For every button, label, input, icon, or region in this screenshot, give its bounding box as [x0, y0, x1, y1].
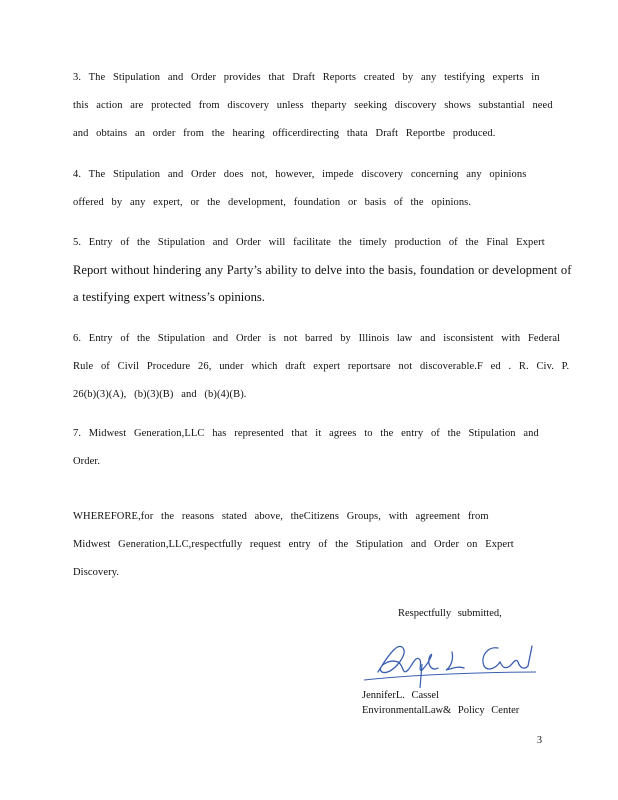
signer-organization: EnvironmentalLaw& Policy Center [362, 705, 520, 716]
paragraph-4-line-1: 4. The Stipulation and Order does not, however, impede discovery concerning any opinions [73, 169, 527, 180]
paragraph-3-line-1: 3. The Stipulation and Order provides that Draft Reports created by any testifying experts in [73, 72, 540, 83]
paragraph-6-line-2: Rule of Civil Procedure 26, under which draft expert reportsare not discoverable.F ed . R. Civ. P. [73, 361, 570, 372]
paragraph-3-line-3: and obtains an order from the hearing officerdirecting thata Draft Reportbe produced. [73, 128, 496, 139]
paragraph-4-line-2: offered by any expert, or the development, foundation or basis of the opinions. [73, 197, 472, 208]
signer-name: JenniferL. Cassel [362, 690, 439, 701]
handwritten-signature [360, 632, 540, 692]
paragraph-5-line-2: Report without hindering any Party’s ability to delve into the basis, foundation or development of [73, 263, 572, 277]
wherefore-line-2: Midwest Generation,LLC,respectfully request entry of the Stipulation and Order on Expert [73, 539, 514, 550]
paragraph-5-line-1: 5. Entry of the Stipulation and Order will facilitate the timely production of the Final Expert [73, 237, 545, 248]
paragraph-7-line-1: 7. Midwest Generation,LLC has represented that it agrees to the entry of the Stipulation and [73, 428, 539, 439]
paragraph-5-line-3: a testifying expert witness’s opinions. [73, 290, 265, 304]
paragraph-7-line-2: Order. [73, 456, 101, 467]
paragraph-6-line-1: 6. Entry of the Stipulation and Order is not barred by Illinois law and isconsistent with Federal [73, 333, 561, 344]
paragraph-6-line-3: 26(b)(3)(A), (b)(3)(B) and (b)(4)(B). [73, 389, 247, 400]
wherefore-line-1: WHEREFORE,for the reasons stated above, theCitizens Groups, with agreement from [73, 511, 489, 522]
paragraph-3-line-2: this action are protected from discovery unless theparty seeking discovery shows substantial need [73, 100, 553, 111]
page-number: 3 [537, 735, 542, 746]
closing-text: Respectfully submitted, [398, 608, 502, 619]
wherefore-line-3: Discovery. [73, 567, 120, 578]
